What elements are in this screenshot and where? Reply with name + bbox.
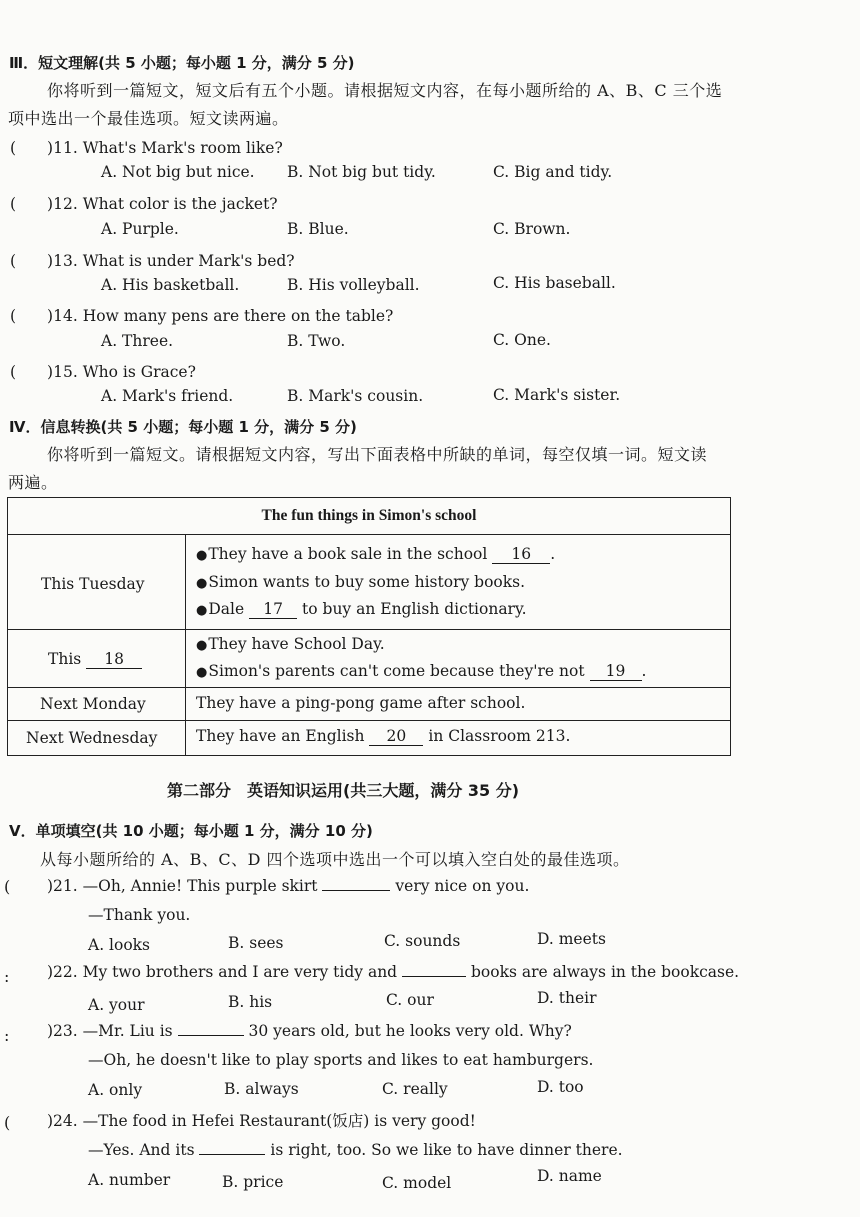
- cell-text: They have a book sale in the school: [208, 545, 488, 563]
- bullet-icon: ●: [196, 638, 208, 653]
- option-c: C. His baseball.: [493, 274, 616, 292]
- option-d: D. their: [537, 989, 597, 1007]
- option-d: D. too: [537, 1078, 584, 1096]
- answer-blank-17: 17: [249, 600, 297, 619]
- cell-text: .: [641, 662, 647, 680]
- answer-blank: [199, 1140, 265, 1155]
- section-5-instruction: 从每小题所给的 A、B、C、D 四个选项中选出一个可以填入空白处的最佳选项。: [40, 850, 630, 869]
- option-b: B. always: [224, 1080, 299, 1098]
- option-a: A. His basketball.: [101, 276, 240, 294]
- section-3-instruction-line2: 项中选出一个最佳选项。短文读两遍。: [8, 109, 289, 128]
- cell-text: Dale: [208, 600, 245, 618]
- question-text: What color is the jacket?: [82, 195, 278, 213]
- cell-text: to buy an English dictionary.: [302, 600, 527, 618]
- table-divider: [8, 720, 730, 721]
- bullet-icon: ●: [196, 548, 208, 563]
- question-22-stem: [47, 962, 739, 981]
- row-label-next-monday: Next Monday: [40, 695, 146, 713]
- question-number: ( )15.: [10, 363, 78, 381]
- bullet-icon: ●: [196, 665, 208, 680]
- option-a: A. number: [88, 1171, 171, 1189]
- question-14-stem: [10, 304, 393, 326]
- section-4-instruction-line2: 两遍。: [8, 473, 58, 492]
- option-a: A. Mark's friend.: [101, 387, 234, 405]
- info-table: [7, 497, 731, 756]
- option-c: C. model: [382, 1174, 452, 1192]
- bullet-icon: ●: [196, 576, 208, 591]
- option-a: A. your: [88, 996, 145, 1014]
- row2-bullet1: [196, 635, 385, 653]
- option-d: D. name: [537, 1167, 602, 1185]
- cell-text: Simon wants to buy some history books.: [208, 573, 526, 591]
- question-23-reply: —Oh, he doesn't like to play sports and likes to eat hamburgers.: [88, 1051, 594, 1069]
- question-text: books are always in the bookcase.: [470, 963, 740, 981]
- option-b: B. Two.: [287, 332, 346, 350]
- section-5-header: Ⅴ．单项填空(共 10 小题；每小题 1 分，满分 10 分): [9, 822, 373, 840]
- question-text: What is under Mark's bed?: [82, 252, 295, 270]
- option-b: B. price: [222, 1173, 284, 1191]
- row-label-this-tuesday: This Tuesday: [41, 575, 145, 593]
- table-divider: [8, 534, 730, 535]
- table-divider: [8, 687, 730, 688]
- option-b: B. Mark's cousin.: [287, 387, 424, 405]
- option-a: A. Three.: [101, 332, 174, 350]
- row-label-this-blank: [48, 650, 142, 669]
- question-24-reply: [88, 1140, 623, 1159]
- option-d: D. meets: [537, 930, 606, 948]
- question-text: )21. —Oh, Annie! This purple skirt: [47, 877, 318, 895]
- table-divider: [8, 629, 730, 630]
- question-13-stem: [10, 249, 295, 271]
- cell-text: Simon's parents can't come because they're not: [208, 662, 585, 680]
- section-4-instruction-line1: 你将听到一篇短文。请根据短文内容，写出下面表格中所缺的单词，每空仅填一词。短文读: [47, 445, 708, 464]
- section-4-header: Ⅳ．信息转换(共 5 小题；每小题 1 分，满分 5 分): [9, 418, 357, 436]
- cell-text: in Classroom 213.: [428, 727, 571, 745]
- question-21-reply: —Thank you.: [88, 906, 191, 924]
- answer-blank: [322, 876, 390, 891]
- section-3-instruction-line1: 你将听到一篇短文，短文后有五个小题。请根据短文内容，在每小题所给的 A、B、C 三个选: [47, 81, 723, 100]
- question-text: very nice on you.: [395, 877, 530, 895]
- row1-bullet1: [196, 545, 555, 564]
- answer-paren: (: [4, 877, 11, 896]
- row4-text: [196, 727, 570, 746]
- question-text: Who is Grace?: [82, 363, 196, 381]
- option-a: A. only: [88, 1081, 143, 1099]
- option-c: C. Big and tidy.: [493, 163, 613, 181]
- bullet-icon: ●: [196, 603, 208, 618]
- part-2-header: 第二部分 英语知识运用(共三大题，满分 35 分): [167, 781, 520, 800]
- question-text: )22. My two brothers and I are very tidy and: [47, 963, 398, 981]
- question-23-stem: [47, 1021, 572, 1040]
- answer-paren: (: [4, 1113, 11, 1132]
- question-number: ( )12.: [10, 195, 78, 213]
- row-label-next-wednesday: Next Wednesday: [26, 729, 158, 747]
- question-15-stem: [10, 360, 196, 382]
- option-b: B. sees: [228, 934, 284, 952]
- answer-blank: [178, 1021, 244, 1036]
- question-text: )23. —Mr. Liu is: [47, 1022, 173, 1040]
- option-c: C. Mark's sister.: [493, 386, 621, 404]
- option-c: C. really: [382, 1080, 448, 1098]
- option-a: A. Purple.: [101, 220, 179, 238]
- option-a: A. Not big but nice.: [101, 163, 255, 181]
- row3-text: They have a ping-pong game after school.: [196, 694, 526, 712]
- table-column-divider: [185, 534, 186, 755]
- cell-text: They have School Day.: [208, 635, 385, 653]
- question-text: —Yes. And its: [88, 1141, 195, 1159]
- option-c: C. sounds: [384, 932, 461, 950]
- question-text: 30 years old, but he looks very old. Why?: [248, 1022, 572, 1040]
- answer-paren: :: [4, 1026, 10, 1045]
- question-text: How many pens are there on the table?: [82, 307, 394, 325]
- option-c: C. One.: [493, 331, 551, 349]
- answer-blank-19: 19: [590, 662, 642, 681]
- question-number: ( )13.: [10, 252, 78, 270]
- question-text: is right, too. So we like to have dinner there.: [270, 1141, 623, 1159]
- row1-bullet3: [196, 600, 527, 619]
- row2-bullet2: [196, 662, 646, 681]
- option-c: C. Brown.: [493, 220, 571, 238]
- option-b: B. Blue.: [287, 220, 349, 238]
- answer-blank-16: 16: [492, 545, 550, 564]
- question-number: ( )11.: [10, 139, 78, 157]
- question-24-stem: )24. —The food in Hefei Restaurant(饭店) is very good!: [47, 1112, 476, 1130]
- question-12-stem: [10, 192, 278, 214]
- answer-blank: [402, 962, 466, 977]
- table-title: The fun things in Simon's school: [261, 507, 477, 524]
- answer-blank-20: 20: [369, 727, 423, 746]
- cell-text: .: [550, 545, 556, 563]
- cell-text: This: [48, 650, 82, 668]
- option-b: B. Not big but tidy.: [287, 163, 436, 181]
- question-11-stem: [10, 136, 283, 158]
- question-text: What's Mark's room like?: [82, 139, 283, 157]
- option-b: B. his: [228, 993, 273, 1011]
- question-21-stem: [47, 876, 529, 895]
- answer-blank-18: 18: [86, 650, 142, 669]
- answer-paren: :: [4, 967, 10, 986]
- option-b: B. His volleyball.: [287, 276, 420, 294]
- cell-text: They have an English: [196, 727, 365, 745]
- row1-bullet2: [196, 573, 525, 591]
- section-3-header: Ⅲ．短文理解(共 5 小题；每小题 1 分，满分 5 分): [9, 54, 355, 72]
- option-c: C. our: [386, 991, 434, 1009]
- question-number: ( )14.: [10, 307, 78, 325]
- option-a: A. looks: [88, 936, 151, 954]
